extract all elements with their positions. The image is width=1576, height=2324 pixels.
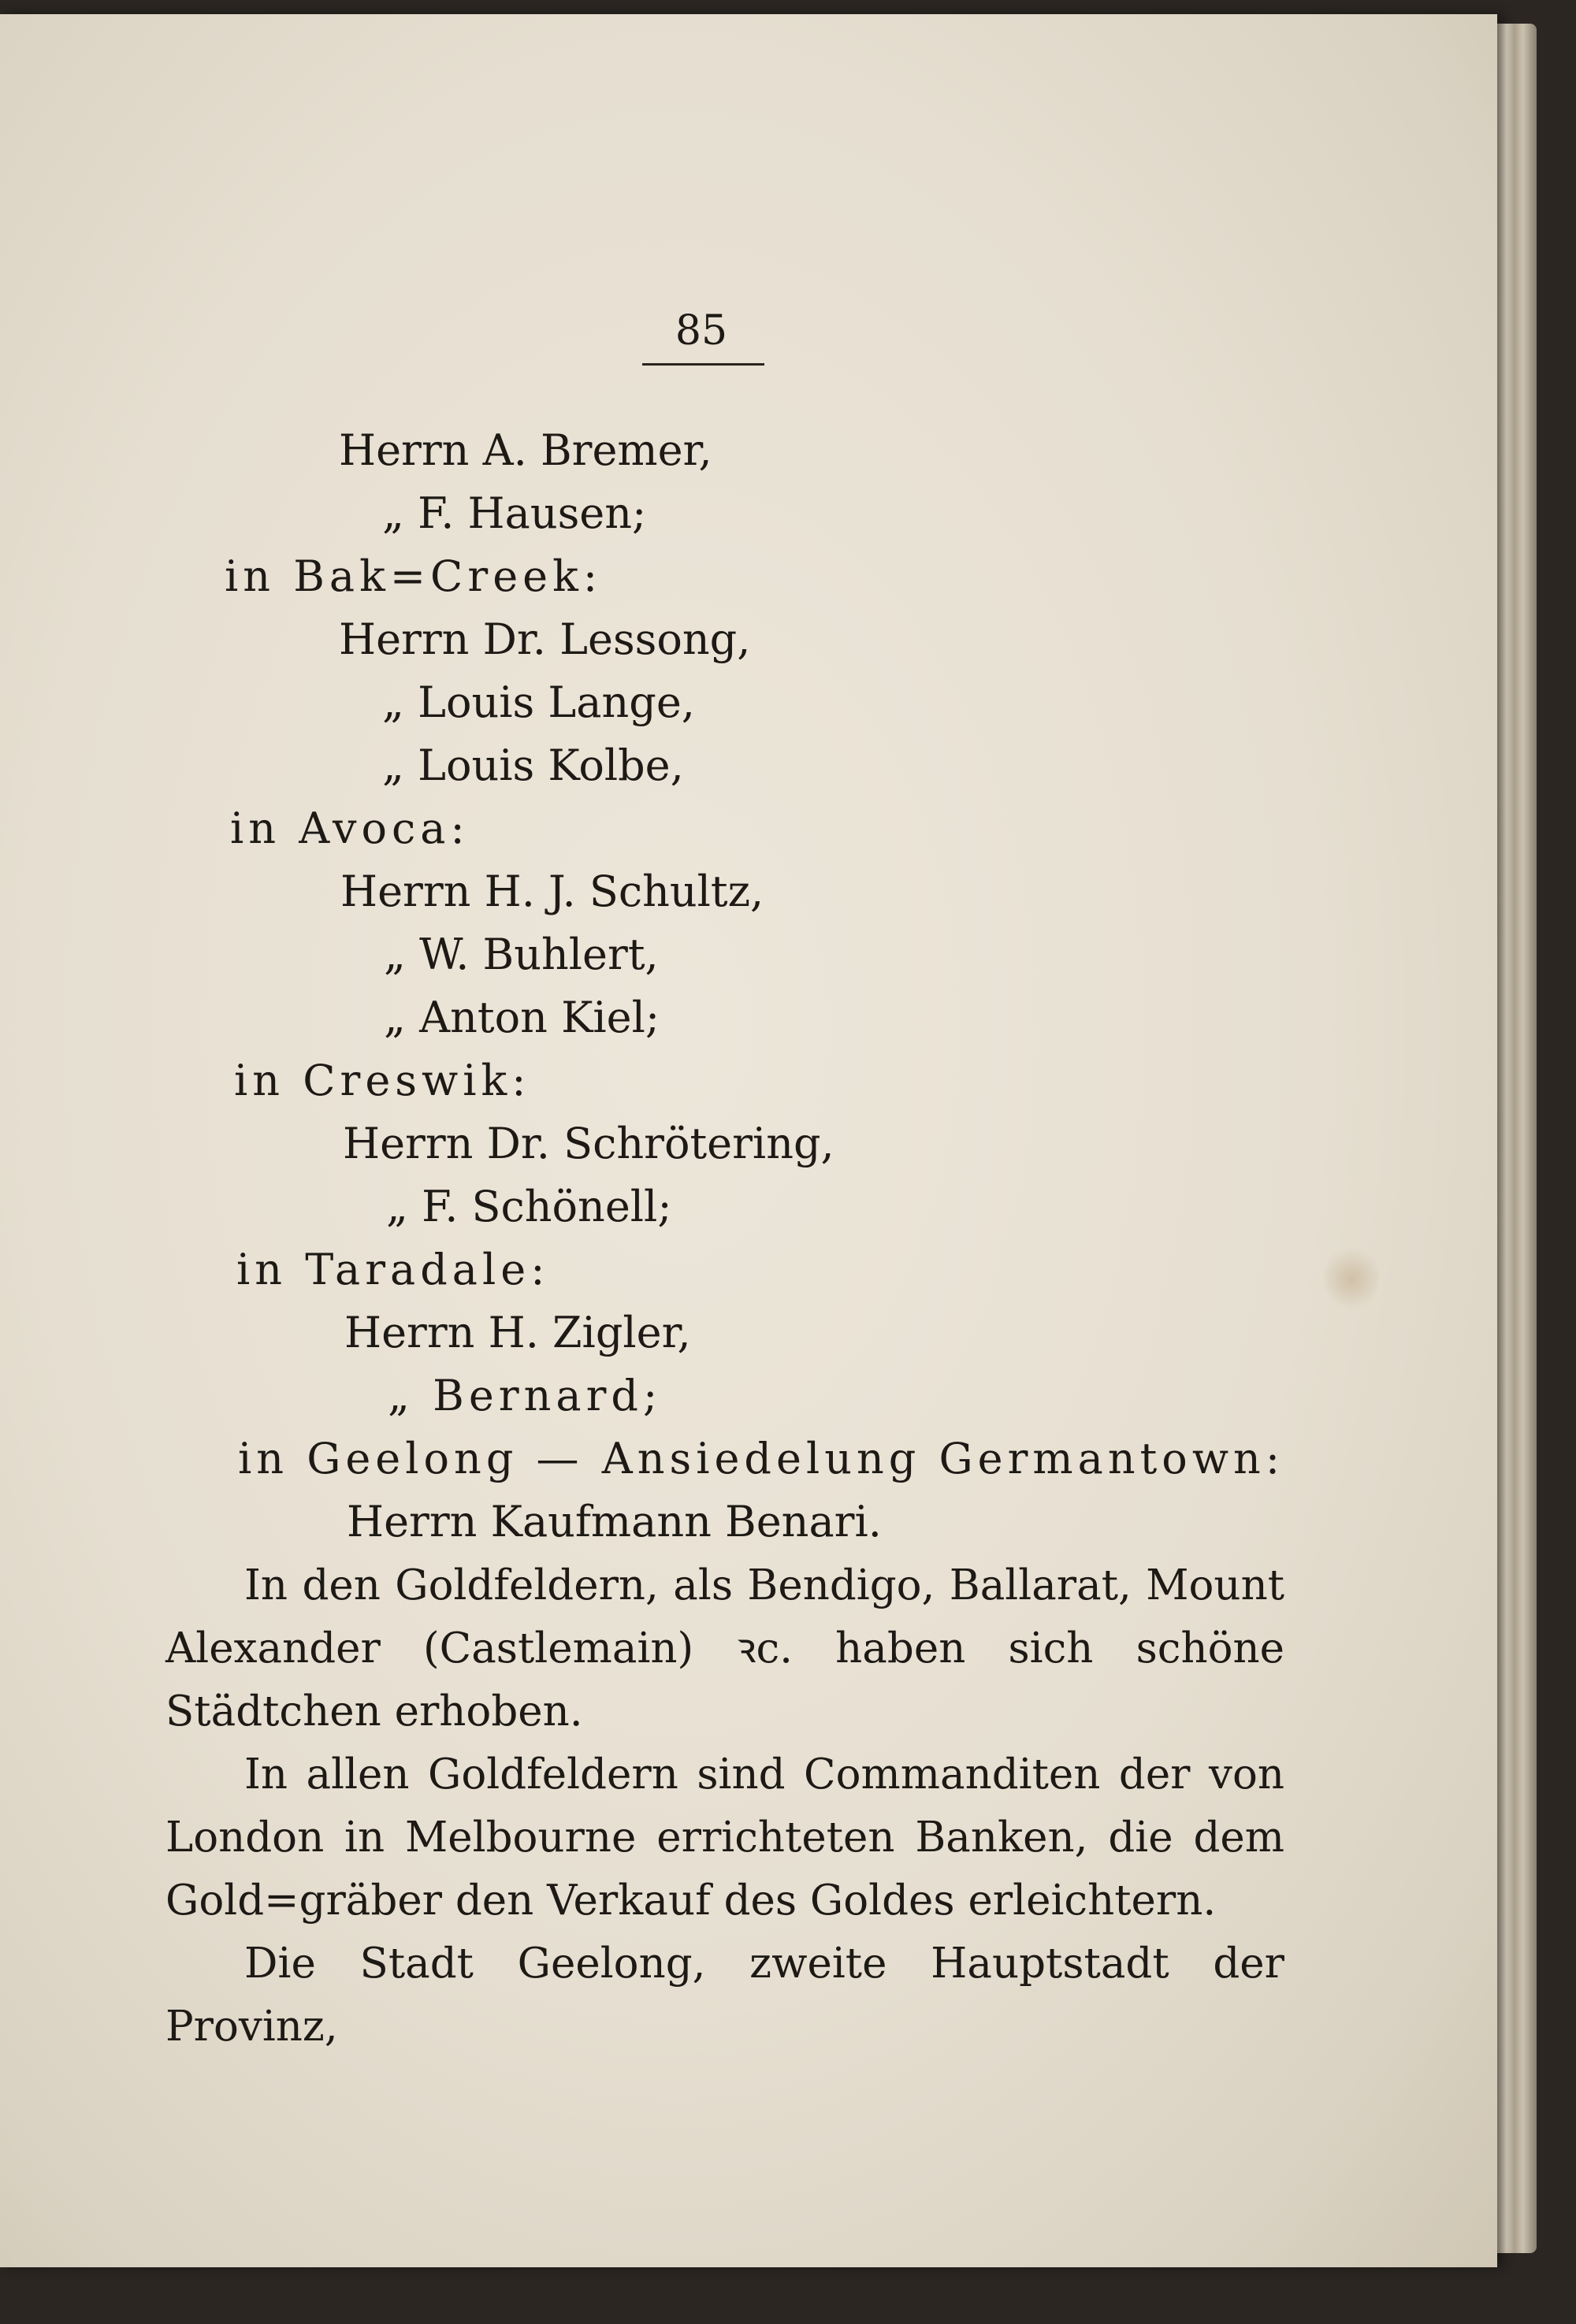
list-heading: in Avoca: (230, 804, 470, 853)
paragraph (165, 1743, 1284, 1932)
paragraph-text: Die Stadt Geelong, zweite Hauptstadt der Provinz, (165, 1940, 1284, 2051)
paragraph (165, 1554, 1284, 1743)
list-line: Herrn H. J. Schultz, (340, 867, 764, 916)
list-heading: in Bak=Creek: (225, 551, 603, 601)
page-number-rule (642, 363, 764, 366)
book-page (0, 14, 1497, 2267)
paragraph-text: In den Goldfeldern, als Bendigo, Ballarat, Mount Alexander (Castlemain) ꝛc. haben sich schöne Städtchen erhoben. (165, 1561, 1284, 1736)
list-line: „ Anton Kiel; (384, 993, 660, 1042)
list-line: Herrn H. Zigler, (344, 1308, 691, 1357)
list-line: Herrn A. Bremer, (339, 425, 712, 475)
list-line: „ Louis Kolbe, (382, 741, 684, 790)
list-line: „ W. Buhlert, (384, 930, 659, 979)
list-line: Herrn Dr. Schrötering, (343, 1119, 834, 1168)
list-heading: in Taradale: (236, 1245, 550, 1294)
paper-stain (1324, 1243, 1379, 1314)
page-number: 85 (675, 307, 728, 355)
paragraph (165, 1932, 1284, 2059)
list-line: Herrn Dr. Lessong, (339, 614, 751, 664)
list-line: „ F. Schönell; (386, 1182, 672, 1231)
list-line: „ F. Hausen; (382, 488, 647, 538)
list-heading: in Geelong — Ansiedelung Germantown: (238, 1434, 1285, 1483)
list-line: „ Bernard; (388, 1371, 663, 1420)
paragraph-text: In allen Goldfeldern sind Commanditen der von London in Melbourne errichteten Banken, die dem Gold=gräber den Verkauf des Goldes erleichtern. (165, 1750, 1284, 1925)
list-heading: in Creswik: (234, 1056, 531, 1105)
list-line: Herrn Kaufmann Benari. (347, 1497, 882, 1546)
list-line: „ Louis Lange, (382, 678, 695, 727)
